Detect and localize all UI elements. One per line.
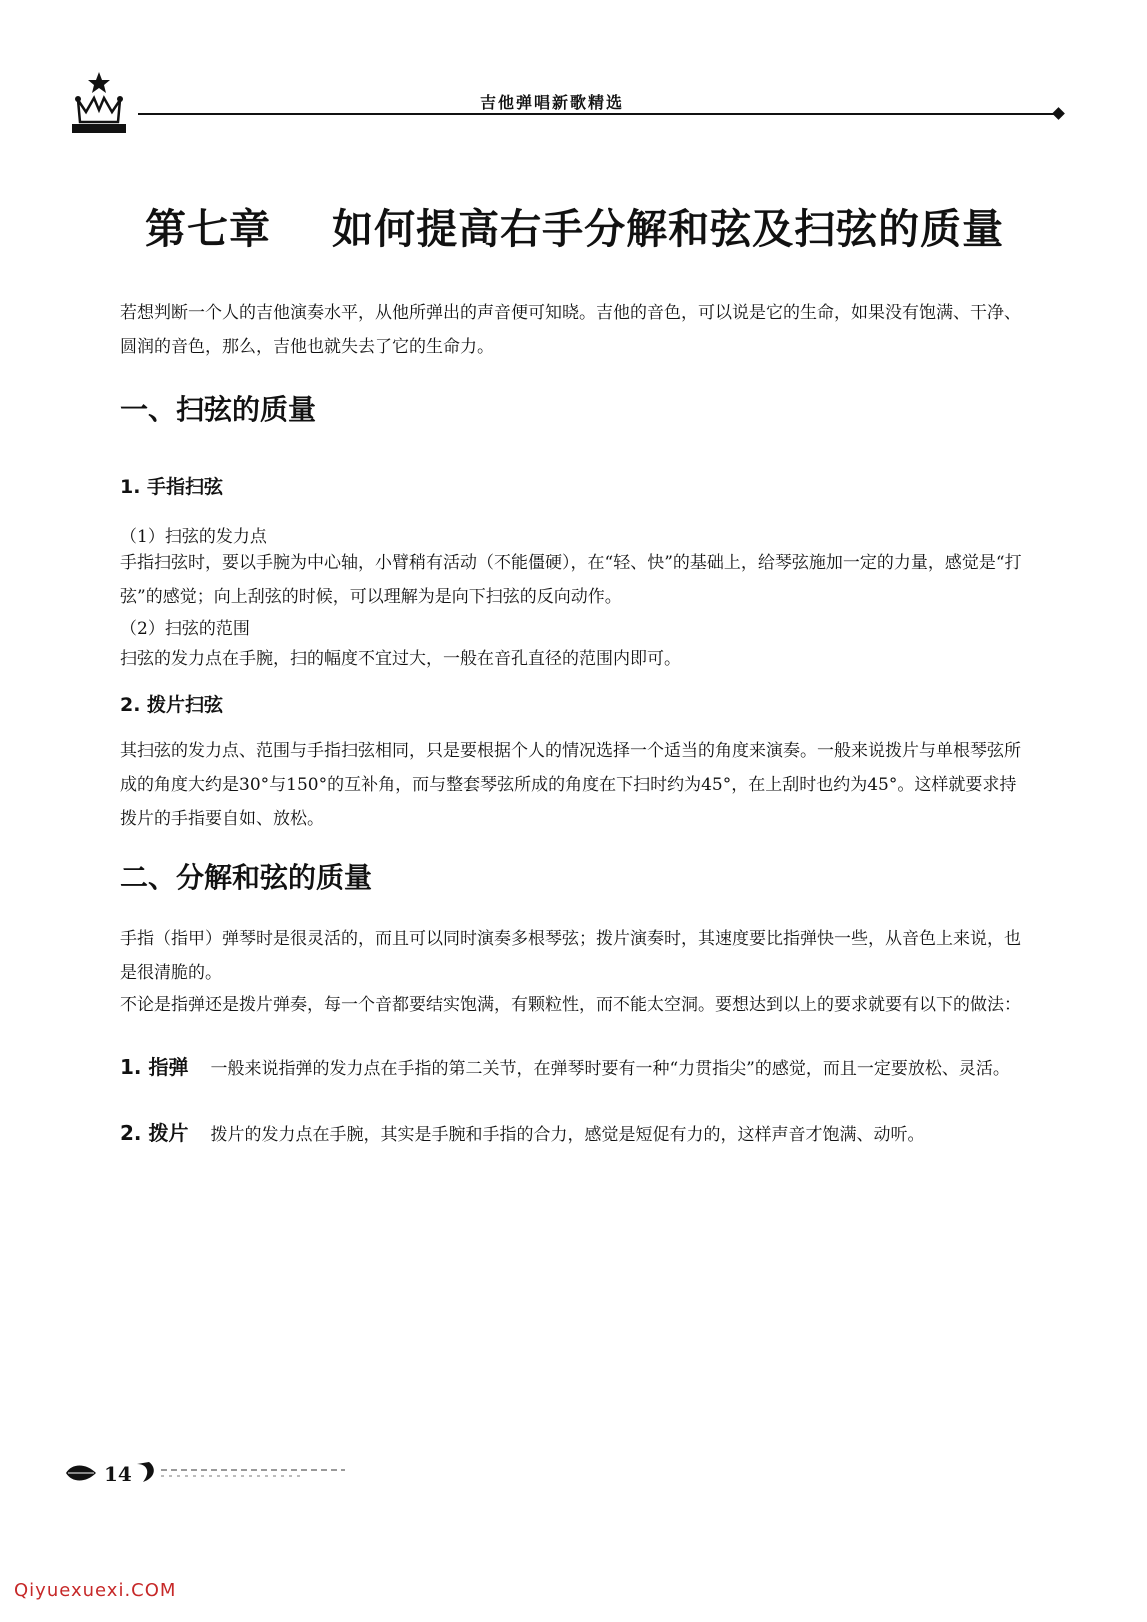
item-2-body: 拨片的发力点在手腕，其实是手腕和手指的合力，感觉是短促有力的，这样声音才饱满、动听。 <box>210 1125 925 1145</box>
item-1-lead: 1. 指弹 <box>120 1055 189 1079</box>
section-1-heading: 一、扫弦的质量 <box>120 393 317 426</box>
chapter-title: 第七章 如何提高右手分解和弦及扫弦的质量 <box>145 205 1005 253</box>
page-number: 14 <box>104 1462 132 1486</box>
item-2-text: 扫弦的发力点在手腕，扫的幅度不宜过大，一般在音孔直径的范围内即可。 <box>120 649 681 669</box>
crown-logo-icon <box>68 70 130 136</box>
intro-paragraph: 若想判断一个人的吉他演奏水平，从他所弹出的声音便可知晓。吉他的音色，可以说是它的生命，如果没有饱满、干净、圆润的音色，那么，吉他也就失去了它的生命力。 <box>120 303 1021 357</box>
section-2-paragraph-1: 手指（指甲）弹琴时是很灵活的，而且可以同时演奏多根琴弦；拨片演奏时，其速度要比指弹快一些，从音色上来说，也是很清脆的。 <box>120 929 1021 983</box>
section-2-item-1 <box>120 1050 1025 1086</box>
section-2-heading: 二、分解和弦的质量 <box>120 861 373 894</box>
header-diamond-icon <box>1052 107 1065 120</box>
section-2-item-2 <box>120 1116 1025 1152</box>
subsection-2-heading: 2. 拨片扫弦 <box>120 694 224 716</box>
item-2-title: （2）扫弦的范围 <box>120 619 250 639</box>
header-title: 吉他弹唱新歌精选 <box>480 93 625 112</box>
subsection-1-heading: 1. 手指扫弦 <box>120 476 224 498</box>
item-1-title: （1）扫弦的发力点 <box>120 527 267 547</box>
item-2-lead: 2. 拨片 <box>120 1121 189 1145</box>
watermark: Qiyuexuexi.COM <box>14 1580 177 1601</box>
subsection-2-text: 其扫弦的发力点、范围与手指扫弦相同，只是要根据个人的情况选择一个适当的角度来演奏。一般来说拨片与单根琴弦所成的角度大约是30°与150°的互补角，而与整套琴弦所成的角度在下扫时约为45°，在上刮时也约为45°。这样就要求持拨片的手指要自如、放松。 <box>120 741 1021 829</box>
header-rule <box>138 113 1058 115</box>
item-1-text: 手指扫弦时，要以手腕为中心轴，小臂稍有活动（不能僵硬），在“轻、快”的基础上，给琴弦施加一定的力量，感觉是“打弦”的感觉；向上刮弦的时候，可以理解为是向下扫弦的反向动作。 <box>120 553 1022 607</box>
footer-decoration <box>135 1460 355 1486</box>
leaf-icon <box>64 1462 98 1484</box>
item-1-body: 一般来说指弹的发力点在手指的第二关节，在弹琴时要有一种“力贯指尖”的感觉，而且一定要放松、灵活。 <box>210 1059 1010 1079</box>
section-2-paragraph-2: 不论是指弹还是拨片弹奏，每一个音都要结实饱满，有颗粒性，而不能太空洞。要想达到以上的要求就要有以下的做法： <box>120 995 1021 1015</box>
